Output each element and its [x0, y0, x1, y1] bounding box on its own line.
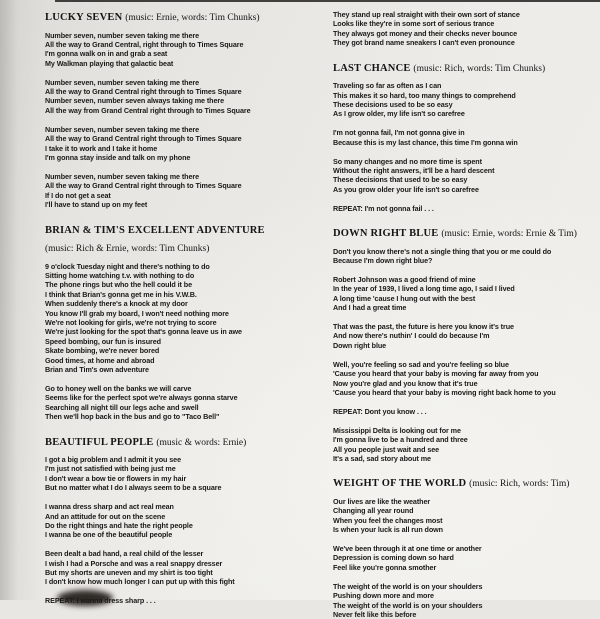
lyric-line: REPEAT: I wanna dress sharp . . . — [45, 596, 156, 606]
lyric-line: The weight of the world is on your shoulders — [333, 600, 483, 610]
lyric-line: And now there's nuthin' I could do because I'm — [333, 331, 490, 341]
lyric-line: All you people just wait and see — [333, 444, 440, 454]
lyric-line: I think that Brian's gonna get me in his V.W.B. — [45, 289, 197, 299]
lyric-line: REPEAT: I'm not gonna fail . . . — [333, 203, 434, 213]
lyrics-column-right — [333, 0, 597, 619]
song-credits: (music: Rich & Ernie, words: Tim Chunks) — [45, 244, 210, 254]
lyric-line: Now you're glad and you know that it's true — [333, 378, 478, 388]
lyric-line: Good times, at home and abroad — [45, 355, 155, 365]
song-credits: (music: Ernie, words: Tim Chunks) — [125, 13, 260, 23]
stanza — [45, 262, 327, 375]
lyric-line: Speed bombing, our fun is insured — [45, 336, 161, 346]
song-heading-line — [45, 12, 327, 25]
lyric-line: And an attitude for out on the scene — [45, 511, 166, 521]
lyric-line: Don't you know there's not a single thing that you or me could do — [333, 246, 552, 256]
stanza — [45, 125, 327, 163]
song-title: LUCKY SEVEN — [45, 12, 123, 23]
lyric-line: All the way from Grand Central right through to Times Square — [45, 105, 251, 115]
lyric-line: When you feel the changes most — [333, 515, 443, 525]
lyric-line: And I had a great time — [333, 303, 407, 313]
lyric-line: They got brand name sneakers I can't even pronounce — [333, 38, 515, 48]
lyric-line: When suddenly there's a knock at my door — [45, 299, 188, 309]
stanza — [333, 497, 597, 535]
stanza — [333, 157, 597, 195]
lyrics-column-left — [45, 0, 327, 606]
lyric-line: I got a big problem and I admit it you see — [45, 455, 182, 464]
stanza — [333, 10, 597, 48]
lyric-line: This makes it so hard, too many things to comprehend — [333, 90, 516, 100]
lyric-line: I'm gonna stay inside and talk on my phone — [45, 152, 191, 162]
lyric-line: As you grow older your life isn't so carefree — [333, 184, 479, 194]
lyric-line: I wanna dress sharp and act real mean — [45, 502, 174, 512]
lyric-line: Then we'll hop back in the bus and go to "Taco Bell" — [45, 412, 220, 422]
lyric-line: Number seven, number seven taking me there — [45, 171, 200, 181]
lyric-line: If I do not get a seat — [45, 190, 111, 200]
stanza — [333, 128, 597, 147]
song-title: LAST CHANCE — [333, 62, 411, 74]
lyric-line: I don't wear a bow tie or flowers in my hair — [45, 473, 187, 483]
lyric-line: Number seven, number seven taking me there — [45, 124, 200, 134]
song-credits: (music: Rich, words: Tim) — [469, 479, 570, 490]
stanza — [333, 204, 597, 213]
lyric-line: I'm just not satisfied with being just me — [45, 464, 176, 474]
lyric-line: In the year of 1939, I lived a long time ago, I said I lived — [333, 284, 515, 294]
lyric-line: We're just looking for the spot that's gonna leave us in awe — [45, 327, 242, 337]
lyric-line: Sitting home watching t.v. with nothing to do — [45, 270, 195, 280]
lyric-line: The phone rings but who the hell could it be — [45, 280, 193, 290]
lyric-line: I wanna be one of the beautiful people — [45, 530, 173, 540]
lyric-line: Seems like for the perfect spot we're always gonna starve — [45, 393, 238, 403]
lyric-line: Go to honey well on the banks we will carve — [45, 383, 192, 393]
lyric-line: Number seven, number seven taking me there — [45, 30, 200, 40]
song-section — [333, 63, 597, 213]
lyric-line: 9 o'clock Tuesday night and there's nothing to do — [45, 261, 210, 271]
lyric-line: Because this is my last chance, this time I'm gonna win — [333, 137, 518, 147]
lyric-line: I'm gonna live to be a hundred and three — [333, 435, 468, 445]
song-title: WEIGHT OF THE WORLD — [333, 478, 467, 490]
stanza — [45, 596, 327, 605]
lyric-line: It's a sad, sad story about me — [333, 454, 431, 463]
lyric-line: Been dealt a bad hand, a real child of the lesser — [45, 549, 204, 559]
scan-left-edge-shadow — [0, 0, 44, 600]
song-section — [333, 228, 597, 463]
lyric-line: Never felt like this before — [333, 609, 417, 619]
lyric-line: I'm not gonna fail, I'm not gonna give in — [333, 128, 465, 138]
lyric-line: We're not looking for girls, we're not trying to score — [45, 317, 217, 327]
lyric-line: Traveling so far as often as I can — [333, 81, 442, 91]
lyric-line: We've been through it at one time or another — [333, 544, 482, 554]
stanza — [45, 549, 327, 587]
stanza — [333, 81, 597, 119]
lyric-line: Is when your luck is all run down — [333, 525, 443, 535]
lyric-line: The weight of the world is on your shoulders — [333, 581, 483, 591]
stanza — [333, 360, 597, 398]
lyric-line: Feel like you're gonna smother — [333, 562, 437, 572]
song-section — [333, 10, 597, 48]
song-heading-line — [333, 63, 597, 76]
lyric-line: Number seven, number seven always taking me there — [45, 96, 225, 106]
lyric-line: My Walkman playing that galactic beat — [45, 58, 174, 68]
stanza — [45, 455, 327, 493]
lyric-line: Well, you're feeling so sad and you're feeling so blue — [333, 359, 509, 369]
lyric-line: They stand up real straight with their own sort of stance — [333, 10, 520, 19]
lyric-line: I'm gonna walk on in and grab a seat — [45, 49, 168, 59]
stanza — [333, 544, 597, 572]
lyric-line: All the way to Grand Central right through to Times Square — [45, 181, 242, 191]
song-heading-line — [45, 437, 327, 450]
lyric-line: But no matter what I do I always seem to be a square — [45, 483, 222, 493]
lyric-line: Mississippi Delta is looking out for me — [333, 425, 461, 435]
song-title: DOWN RIGHT BLUE — [333, 228, 439, 240]
stanza — [333, 275, 597, 313]
song-section — [45, 12, 327, 210]
stanza — [45, 384, 327, 422]
stanza — [45, 78, 327, 116]
lyric-line: Do the right things and hate the right people — [45, 520, 193, 530]
lyric-line: That was the past, the future is here you know it's true — [333, 322, 514, 332]
stanza — [45, 31, 327, 69]
song-heading-line — [45, 243, 327, 256]
lyric-line: Down right blue — [333, 340, 387, 350]
lyric-line: I'll have to stand up on my feet — [45, 200, 148, 210]
lyric-line: These decisions used to be so easy — [333, 99, 453, 109]
lyric-line: These decisions that used to be so easy — [333, 175, 468, 185]
song-title: BRIAN & TIM'S EXCELLENT ADVENTURE — [45, 224, 265, 236]
lyric-line: Changing all year round — [333, 506, 414, 516]
lyric-line: Our lives are like the weather — [333, 496, 431, 506]
stanza — [333, 247, 597, 266]
lyric-line: 'Cause you heard that your baby is moving right back home to you — [333, 387, 556, 397]
lyric-line: They always got money and their checks never bounce — [333, 28, 518, 38]
lyric-line: Looks like they're in some sort of serious trance — [333, 19, 495, 29]
lyric-line: Robert Johnson was a good friend of mine — [333, 274, 476, 284]
lyric-line: Skate bombing, we're never bored — [45, 346, 160, 356]
lyric-line: Pushing down more and more — [333, 591, 434, 601]
song-heading-line — [333, 228, 597, 241]
lyric-line: Number seven, number seven taking me there — [45, 77, 200, 87]
lyric-line: Searching all night till our legs ache and swell — [45, 402, 199, 412]
stanza — [333, 322, 597, 350]
lyric-line: All the way to Grand Central right through to Times Square — [45, 134, 242, 144]
song-section — [45, 437, 327, 606]
lyric-line: 'Cause you heard that your baby is moving far away from you — [333, 369, 539, 379]
lyric-line: I take it to work and I take it home — [45, 143, 158, 153]
stanza — [333, 407, 597, 416]
song-section — [45, 225, 327, 422]
stanza — [45, 172, 327, 210]
lyric-line: All the way to Grand Central right through to Times Square — [45, 87, 242, 97]
lyric-line: Depression is coming down so hard — [333, 553, 454, 563]
lyric-line: A long time 'cause I hung out with the best — [333, 293, 476, 303]
stanza — [333, 582, 597, 619]
song-credits: (music: Rich, words: Tim Chunks) — [413, 63, 546, 74]
lyric-line: I don't know how much longer I can put up with this fight — [45, 577, 235, 587]
lyric-line: As I grow older, my life isn't so carefree — [333, 109, 465, 119]
stanza — [45, 502, 327, 540]
stanza — [333, 426, 597, 464]
lyric-line: So many changes and no more time is spent — [333, 156, 482, 166]
lyric-line: REPEAT: Dont you know . . . — [333, 406, 427, 416]
song-credits: (music & words: Ernie) — [156, 437, 247, 448]
song-section — [333, 478, 597, 619]
lyric-line: You know I'll grab my board, I won't need nothing more — [45, 308, 229, 318]
song-heading-line — [45, 225, 327, 238]
lyric-line: Without the right answers, it'll be a hard descent — [333, 165, 495, 175]
lyric-line: All the way to Grand Central, right through to Times Square — [45, 39, 244, 49]
song-title: BEAUTIFUL PEOPLE — [45, 436, 154, 448]
lyric-line: I wish I had a Porsche and was a real snappy dresser — [45, 558, 223, 568]
song-credits: (music: Ernie, words: Ernie & Tim) — [441, 229, 577, 240]
lyric-line: But my shorts are uneven and my shirt is too tight — [45, 568, 213, 578]
song-heading-line — [333, 478, 597, 491]
lyric-line: Because I'm down right blue? — [333, 256, 433, 265]
lyric-line: Brian and Tim's own adventure — [45, 364, 149, 374]
